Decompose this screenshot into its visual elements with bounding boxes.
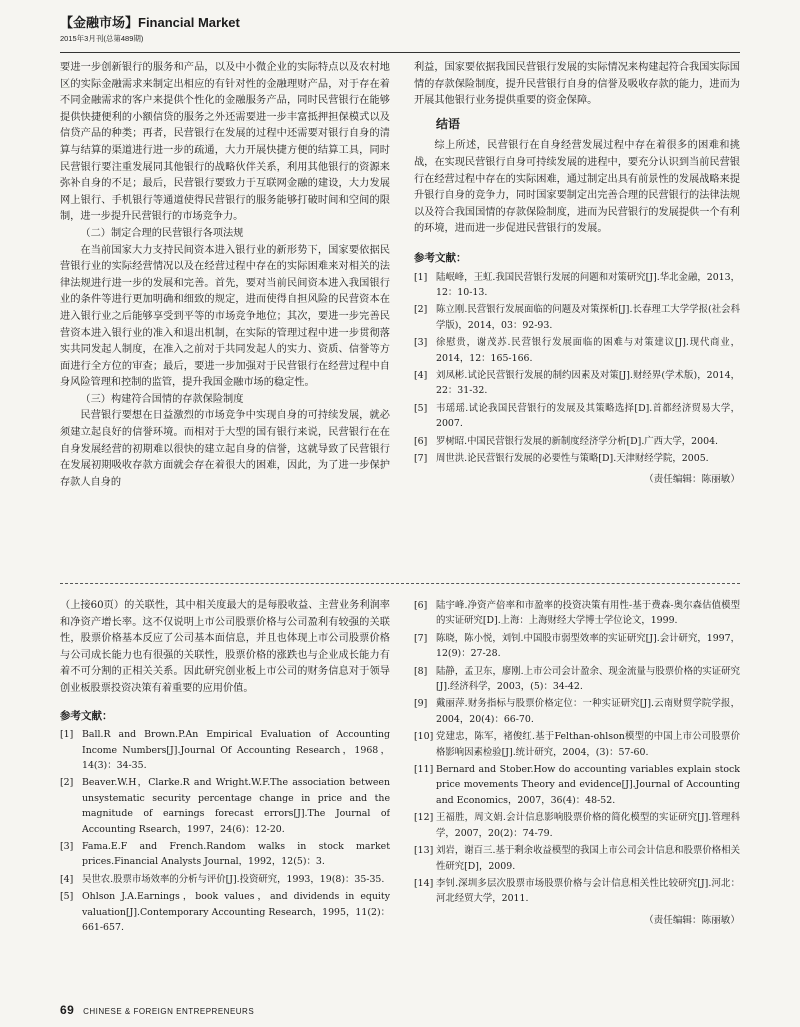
reference-number: [5] xyxy=(414,402,428,414)
reference-item xyxy=(414,729,740,760)
journal-name: CHINESE & FOREIGN ENTREPRENEURS xyxy=(83,1007,255,1016)
column-title: 【金融市场】Financial Market xyxy=(60,15,240,30)
reference-text: 党建忠，陈军，褚俊红.基于Felthan-ohlson模型的中国上市公司股票价格影响因素检验[J].统计研究，2004，(3)：57-60. xyxy=(436,731,740,758)
reference-number: [5] xyxy=(60,891,74,903)
body-paragraph: 利益，国家要依据我国民营银行发展的实际情况来构建起符合我国实际国情的存款保险制度，提升民营银行自身的信誉及吸收存款的能力，进而为开展其他银行业务提供重要的资金保障。 xyxy=(414,62,740,107)
reference-number: [3] xyxy=(414,337,428,349)
reference-text: 刘岩，谢百三.基于剩余收益模型的我国上市公司会计信息和股票价格相关性研究[D]，2009. xyxy=(436,845,740,872)
reference-text: 陈晓，陈小悦，刘钊.中国股市弱型效率的实证研究[J].会计研究，1997，12(9)：27-28. xyxy=(436,632,740,660)
reference-text: Ohlson J.A.Earnings，book values，and dividends in equity valuation[J].Contemporary Accounting Research，1995，11(2)：661-657. xyxy=(82,891,390,934)
reference-text: Bernard and Stober.How do accounting variables explain stock price movements Theory and evidence[J].Journal of Accounting and Economics，2007，36(4)：48-52. xyxy=(436,764,740,806)
reference-text: 周世洪.论民营银行发展的必要性与策略[D].天津财经学院，2005. xyxy=(436,453,709,464)
reference-number: [8] xyxy=(414,665,428,677)
reference-item xyxy=(414,368,740,399)
reference-number: [2] xyxy=(60,777,74,789)
reference-number: [3] xyxy=(60,841,74,852)
article-divider xyxy=(60,583,740,584)
reference-item xyxy=(60,775,390,837)
reference-number: [1] xyxy=(60,729,74,741)
reference-text: 罗树昭.中国民营银行发展的新制度经济学分析[D].广西大学，2004. xyxy=(436,435,719,447)
reference-number: [2] xyxy=(414,304,428,316)
reference-text: 陈立刚.民营银行发展面临的问题及对策探析[J].长春理工大学学报(社会科学版)，2014，03：92-93. xyxy=(436,304,740,331)
reference-number: [6] xyxy=(414,435,428,447)
reference-text: 吴世农.股票市场效率的分析与评价[J].投资研究，1993，19(8)：35-35. xyxy=(82,873,385,885)
reference-item xyxy=(60,727,390,773)
page-header xyxy=(60,12,740,52)
reference-item xyxy=(60,889,390,935)
reference-number: [1] xyxy=(414,271,428,283)
reference-item xyxy=(414,876,740,907)
reference-item xyxy=(414,762,740,808)
article1-right-column xyxy=(414,60,740,580)
reference-text: Ball.R and Brown.P.An Empirical Evaluation of Accounting Income Numbers[J].Journal Of Accounting Research，1968，14(3)：34-35. xyxy=(82,729,390,771)
reference-text: 王福胜，周文娟.会计信息影响股票价格的简化模型的实证研究[J].管理科学，2007，20(2)：74-79. xyxy=(436,812,740,839)
article2-left-column xyxy=(60,598,390,998)
reference-text: 陆岷峰，王虹.我国民营银行发展的问题和对策研究[J].华北金融，2013，12：10-13. xyxy=(436,271,740,298)
article1-left-column xyxy=(60,60,390,580)
reference-text: 李钊.深圳多层次股票市场股票价格与会计信息相关性比较研究[J].河北：河北经贸大学，2011. xyxy=(436,877,740,905)
editor-credit: （责任编辑：陈丽敏） xyxy=(644,474,740,486)
page-number: 69 xyxy=(60,1003,75,1017)
reference-number: [7] xyxy=(414,453,428,464)
reference-item xyxy=(414,270,740,301)
reference-text: 韦瑶瑶.试论我国民营银行的发展及其策略选择[D].首都经济贸易大学，2007. xyxy=(436,402,740,430)
reference-number: [12] xyxy=(414,812,434,824)
reference-text: 刘凤彬.试论民营银行发展的制约因素及对策[J].财经界(学术版)，2014，22：31-32. xyxy=(436,369,740,397)
reference-number: [9] xyxy=(414,698,428,710)
body-paragraph: 在当前国家大力支持民间资本进入银行业的新形势下，国家要依据民营银行业的实际经营情况以及在经营过程中存在的实际困难来对相关的法律法规进行进一步的发展和完善。首先，要对当前民间资本进入我国银行业的条件等进行更加明确和细致的规定，进而使得自担风险的民营资本在进入银行业之后能够享受到平等的市场竞争地位；其次，要进一步完善民营资本进入银行业的准入和退出机制，在实际的管理过程中进一步贯彻落实共同发起人制度，在准入之前对于共同发起人的实力、资质、信誉等方面进行全方位的审查；最后，要进一步加强对于民营银行在经营过程中自身风险管理和控制的监管，提升我国金融市场的稳定性。 xyxy=(60,244,390,389)
reference-number: [7] xyxy=(414,632,428,644)
article2-right-column xyxy=(414,598,740,998)
issue-info: 2015年3月刊(总第489期) xyxy=(60,34,144,43)
section-heading: （二）制定合理的民营银行各项法规 xyxy=(80,227,244,239)
reference-item xyxy=(60,839,390,870)
reference-text: Fama.E.F and French.Random walks in stock market prices.Financial Analysts Journal，1992，12(5)：3. xyxy=(82,841,390,868)
reference-number: [13] xyxy=(414,845,434,857)
reference-number: [6] xyxy=(414,600,428,611)
section-heading: （三）构建符合国情的存款保险制度 xyxy=(80,393,244,405)
header-rule xyxy=(60,52,740,53)
reference-text: 陆静，孟卫东，廖刚.上市公司会计盈余、现金流量与股票价格的实证研究[J].经济科学，2003，(5)：34-42. xyxy=(436,665,740,693)
reference-item xyxy=(414,302,740,333)
body-paragraph: 综上所述，民营银行在自身经营发展过程中存在着很多的困难和挑战，在实现民营银行自身可持续发展的进程中，要充分认识到当前民营银行在经营过程中存在的实际困难，通过制定出具有前景性的发展战略来提升银行自身的竞争力，同时国家要制定出完善合理的民营银行的法律法规以及符合我国国情的存款保险制度，进而为民营银行的发展提供一个有利的环境，进而进一步促进民营银行的发展。 xyxy=(414,140,740,235)
reference-item xyxy=(60,872,390,887)
reference-text: 戴丽萍.财务指标与股票价格定位：一种实证研究[J].云南财贸学院学报，2004，20(4)：66-70. xyxy=(436,698,740,725)
page-footer xyxy=(60,1003,254,1017)
reference-item xyxy=(414,664,740,695)
reference-item xyxy=(414,401,740,432)
reference-item xyxy=(414,631,740,662)
reference-text: 徐慰贵，谢茂苏.民营银行发展面临的困难与对策建议[J].现代商业，2014，12：165-166. xyxy=(436,337,740,364)
reference-number: [14] xyxy=(414,877,434,889)
body-paragraph: 要进一步创新银行的服务和产品，以及中小微企业的实际特点以及农村地区的实际金融需求来制定出相应的有针对性的金融理财产品，对于存在着不同金融需求的客户来提供个性化的金融服务产品，同时民营银行在能够提供快捷便利的小额信贷的服务之外还需要进一步丰富抵押担保模式以及信贷产品的种类；再者，民营银行在发展的过程中还需要对银行自身的清算与结算的渠道进行进一步的疏通，大力开展快捷方便的结算工具，同时民营银行要注重发展同其他银行的战略伙伴关系，利用其他银行的资源来弥补自身的不足；最后，民营银行要致力于互联网金融的建设，大力发展网上银行、手机银行等通道使得民营银行的服务能够打破时间和空间的限制，进一步提升民营银行的市场竞争力。 xyxy=(60,62,390,223)
conclusion-heading: 结语 xyxy=(436,116,461,131)
reference-number: [4] xyxy=(60,873,74,885)
reference-text: Beaver.W.H，Clarke.R and Wright.W.F.The association between unsystematic security percentage change in price and the magnitude of earnings forecast errors[J].The Journal of Accounting Rsearch，1997，24(6)：12-20. xyxy=(82,777,390,835)
references-heading: 参考文献： xyxy=(60,709,113,722)
reference-item xyxy=(414,843,740,874)
reference-item xyxy=(414,598,740,629)
continued-paragraph: （上接60页）的关联性，其中相关度最大的是每股收益、主营业务利润率和净资产增长率。这不仅说明上市公司股票价格与公司盈利有较强的关联性，股票价格基本反应了公司基本面信息，并且也体现上市公司股票价格与公司成长能力也有很强的关联性，股票价格的涨跌也与企业成长能力有着不可分割的正相关关系。因此研究创业板上市公司的财务信息对于领导创业板股票投资决策有着重要的应用价值。 xyxy=(60,600,390,694)
reference-item xyxy=(414,451,740,466)
body-paragraph: 民营银行要想在日益激烈的市场竞争中实现自身的可持续发展，就必须建立起良好的信誉环境。而相对于大型的国有银行来说，民营银行在在自身发展经营的初期难以很快的建立起自身的信誉，这就导致了民营银行在发展初期吸收存款方面就会存在着很大的困难，因此，为了进一步保护存款人自身的 xyxy=(60,410,390,488)
reference-text: 陆宇峰.净资产倍率和市盈率的投资决策有用性-基于费森-奥尔森估值模型的实证研究[D].上海：上海财经大学博士学位论文，1999. xyxy=(436,600,740,627)
reference-number: [4] xyxy=(414,369,428,381)
reference-item xyxy=(414,810,740,841)
references-heading: 参考文献： xyxy=(414,251,467,264)
reference-number: [11] xyxy=(414,764,434,776)
reference-number: [10] xyxy=(414,731,434,743)
editor-credit: （责任编辑：陈丽敏） xyxy=(644,914,740,926)
reference-item xyxy=(414,335,740,366)
reference-item xyxy=(414,434,740,449)
reference-item xyxy=(414,696,740,727)
